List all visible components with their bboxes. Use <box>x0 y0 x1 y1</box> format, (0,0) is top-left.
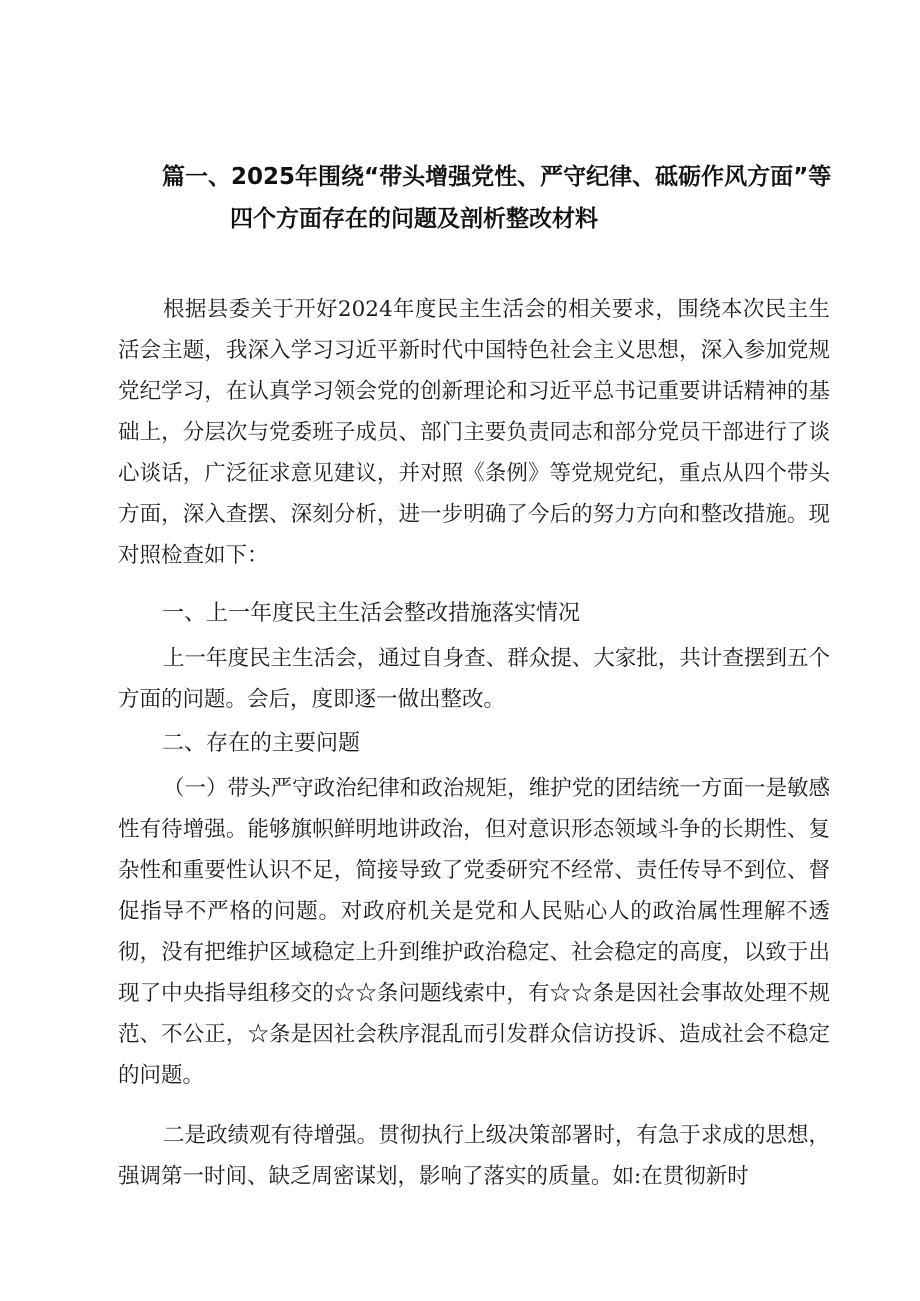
section2-paragraph-2: 二是政绩观有待增强。贯彻执行上级决策部署时，有急于求成的思想，强调第一时间、缺乏周密谋划，影响了落实的质量。如:在贯彻新时 <box>118 1123 830 1189</box>
intro-paragraph: 根据县委关于开好2024年度民主生活会的相关要求，围绕本次民主生活会主题，我深入学习习近平新时代中国特色社会主义思想，深入参加党规党纪学习，在认真学习领会党的创新理论和习近平总书记重要讲话精神的基础上，分层次与党委班子成员、部门主要负责同志和部分党员干部进行了谈心谈话，广泛征求意见建议，并对照《条例》等党规党纪，重点从四个带头方面，深入查摆、深刻分析，进一步明确了今后的努力方向和整改措施。现对照检查如下： <box>118 297 830 568</box>
doc-title-line2: 四个方面存在的问题及剖析整改材料 <box>230 206 598 232</box>
section1-paragraph: 上一年度民主生活会，通过自身查、群众提、大家批，共计查摆到五个方面的问题。会后，度即逐一做出整改。 <box>118 646 830 712</box>
doc-title-line1: 篇一、2025年围绕“带头增强党性、严守纪律、砥砺作风方面”等 <box>162 164 832 190</box>
section2-paragraph-1: （一）带头严守政治纪律和政治规矩，维护党的团结统一方面一是敏感性有待增强。能够旗帜鲜明地讲政治，但对意识形态领域斗争的长期性、复杂性和重要性认识不足，简接导致了党委研究不经常、责任传导不到位、督促指导不严格的问题。对政府机关是党和人民贴心人的政治属性理解不透彻，没有把维护区域稳定上升到维护政治稳定、社会稳定的高度，以致于出现了中央指导组移交的☆☆条问题线索中，有☆☆条是因社会事故处理不规范、不公正，☆条是因社会秩序混乱而引发群众信访投诉、造成社会不稳定的问题。 <box>118 776 830 1088</box>
section1-heading: 一、上一年度民主生活会整改措施落实情况 <box>162 601 581 626</box>
section2-heading: 二、存在的主要问题 <box>162 731 361 756</box>
